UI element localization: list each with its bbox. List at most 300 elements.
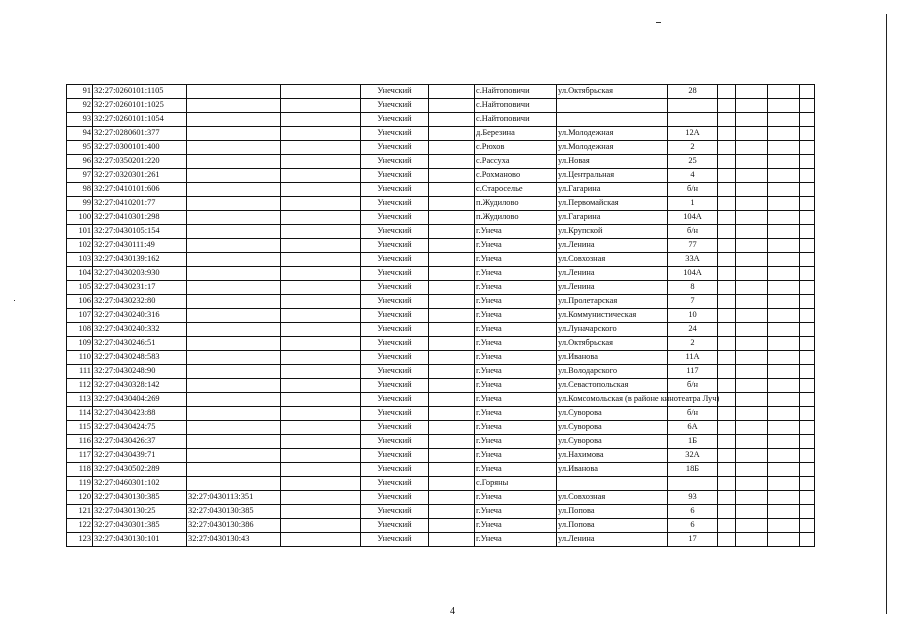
house-cell: 17	[668, 533, 718, 547]
district-cell: Унечский	[361, 533, 429, 547]
empty-cell	[768, 281, 800, 295]
house-cell	[668, 477, 718, 491]
cadastral-number: 32:27:0430426:37	[93, 435, 187, 449]
empty-cell	[736, 253, 768, 267]
empty-cell	[736, 477, 768, 491]
empty-cell	[800, 491, 815, 505]
house-cell: б/н	[668, 225, 718, 239]
empty-cell	[281, 183, 361, 197]
related-cadastral-number	[187, 351, 281, 365]
empty-cell	[718, 197, 736, 211]
empty-cell	[281, 211, 361, 225]
table-row	[67, 421, 815, 435]
locality-cell: г.Унеча	[475, 421, 557, 435]
district-cell: Унечский	[361, 337, 429, 351]
district-cell: Унечский	[361, 477, 429, 491]
district-cell: Унечский	[361, 407, 429, 421]
empty-cell	[768, 211, 800, 225]
empty-cell	[736, 463, 768, 477]
empty-cell	[718, 365, 736, 379]
locality-cell: с.Рохманово	[475, 169, 557, 183]
empty-cell	[800, 225, 815, 239]
district-cell: Унечский	[361, 127, 429, 141]
street-cell: ул.Суворова	[557, 421, 668, 435]
empty-cell	[281, 225, 361, 239]
empty-cell	[768, 253, 800, 267]
empty-cell	[281, 267, 361, 281]
empty-cell	[736, 155, 768, 169]
district-cell: Унечский	[361, 295, 429, 309]
empty-cell	[736, 113, 768, 127]
empty-cell	[800, 253, 815, 267]
house-cell: 25	[668, 155, 718, 169]
empty-cell	[736, 183, 768, 197]
empty-cell	[800, 421, 815, 435]
house-cell: 4	[668, 169, 718, 183]
empty-cell	[429, 407, 475, 421]
street-cell: ул.Пролетарская	[557, 295, 668, 309]
empty-cell	[768, 519, 800, 533]
empty-cell	[718, 379, 736, 393]
table-row	[67, 127, 815, 141]
empty-cell	[800, 533, 815, 547]
street-cell: ул.Новая	[557, 155, 668, 169]
empty-cell	[718, 505, 736, 519]
empty-cell	[800, 197, 815, 211]
cadastral-number: 32:27:0430203:930	[93, 267, 187, 281]
row-number: 116	[67, 435, 93, 449]
empty-cell	[768, 337, 800, 351]
empty-cell	[768, 323, 800, 337]
related-cadastral-number	[187, 463, 281, 477]
empty-cell	[768, 183, 800, 197]
registry-rows	[67, 85, 815, 547]
locality-cell: г.Унеча	[475, 323, 557, 337]
empty-cell	[281, 351, 361, 365]
table-row	[67, 141, 815, 155]
locality-cell: с.Рассуха	[475, 155, 557, 169]
table-row	[67, 239, 815, 253]
street-cell: ул.Гагарина	[557, 183, 668, 197]
empty-cell	[800, 435, 815, 449]
empty-cell	[736, 281, 768, 295]
empty-cell	[768, 393, 800, 407]
street-cell: ул.Иванова	[557, 351, 668, 365]
empty-cell	[800, 141, 815, 155]
empty-cell	[800, 183, 815, 197]
cadastral-number: 32:27:0300101:400	[93, 141, 187, 155]
scan-speck	[656, 22, 661, 23]
locality-cell: г.Унеча	[475, 449, 557, 463]
table-row	[67, 113, 815, 127]
street-cell: ул.Молодежная	[557, 127, 668, 141]
empty-cell	[718, 169, 736, 183]
locality-cell: г.Унеча	[475, 407, 557, 421]
empty-cell	[281, 393, 361, 407]
empty-cell	[429, 309, 475, 323]
district-cell: Унечский	[361, 225, 429, 239]
empty-cell	[800, 477, 815, 491]
cadastral-number: 32:27:0430130:101	[93, 533, 187, 547]
empty-cell	[736, 435, 768, 449]
empty-cell	[768, 491, 800, 505]
empty-cell	[281, 295, 361, 309]
empty-cell	[429, 141, 475, 155]
cadastral-number: 32:27:0430105:154	[93, 225, 187, 239]
empty-cell	[800, 337, 815, 351]
cadastral-number: 32:27:0430232:80	[93, 295, 187, 309]
empty-cell	[281, 85, 361, 99]
row-number: 95	[67, 141, 93, 155]
cadastral-number: 32:27:0430423:88	[93, 407, 187, 421]
district-cell: Унечский	[361, 491, 429, 505]
empty-cell	[718, 393, 736, 407]
empty-cell	[718, 155, 736, 169]
empty-cell	[281, 491, 361, 505]
related-cadastral-number	[187, 239, 281, 253]
related-cadastral-number	[187, 407, 281, 421]
empty-cell	[281, 197, 361, 211]
row-number: 123	[67, 533, 93, 547]
cadastral-number: 32:27:0430301:385	[93, 519, 187, 533]
cadastral-number: 32:27:0430328:142	[93, 379, 187, 393]
row-number: 114	[67, 407, 93, 421]
row-number: 100	[67, 211, 93, 225]
empty-cell	[281, 239, 361, 253]
street-cell: ул.Совхозная	[557, 491, 668, 505]
house-cell: 6А	[668, 421, 718, 435]
empty-cell	[800, 281, 815, 295]
empty-cell	[800, 379, 815, 393]
empty-cell	[736, 169, 768, 183]
street-cell: ул.Луначарского	[557, 323, 668, 337]
house-cell: 33А	[668, 253, 718, 267]
related-cadastral-number	[187, 295, 281, 309]
house-cell: 104А	[668, 211, 718, 225]
empty-cell	[281, 533, 361, 547]
empty-cell	[429, 337, 475, 351]
empty-cell	[736, 99, 768, 113]
row-number: 93	[67, 113, 93, 127]
cadastral-number: 32:27:0430231:17	[93, 281, 187, 295]
related-cadastral-number	[187, 253, 281, 267]
empty-cell	[429, 281, 475, 295]
cadastral-number: 32:27:0430439:71	[93, 449, 187, 463]
house-cell: 6	[668, 519, 718, 533]
empty-cell	[768, 505, 800, 519]
street-cell: ул.Комсомольская (в районе кинотеатра Луч)	[557, 393, 668, 407]
empty-cell	[718, 407, 736, 421]
empty-cell	[429, 379, 475, 393]
row-number: 115	[67, 421, 93, 435]
locality-cell: г.Унеча	[475, 491, 557, 505]
district-cell: Унечский	[361, 365, 429, 379]
empty-cell	[768, 85, 800, 99]
empty-cell	[736, 197, 768, 211]
related-cadastral-number	[187, 309, 281, 323]
empty-cell	[718, 491, 736, 505]
empty-cell	[718, 239, 736, 253]
empty-cell	[768, 309, 800, 323]
table-row	[67, 449, 815, 463]
empty-cell	[281, 519, 361, 533]
row-number: 118	[67, 463, 93, 477]
empty-cell	[718, 323, 736, 337]
row-number: 99	[67, 197, 93, 211]
empty-cell	[281, 365, 361, 379]
empty-cell	[800, 295, 815, 309]
related-cadastral-number: 32:27:0430130:43	[187, 533, 281, 547]
house-cell: б/н	[668, 407, 718, 421]
empty-cell	[800, 323, 815, 337]
house-cell: 24	[668, 323, 718, 337]
empty-cell	[429, 155, 475, 169]
empty-cell	[736, 365, 768, 379]
empty-cell	[281, 463, 361, 477]
street-cell: ул.Октябрьская	[557, 337, 668, 351]
table-row	[67, 281, 815, 295]
house-cell: 11А	[668, 351, 718, 365]
street-cell: ул.Крупской	[557, 225, 668, 239]
street-cell: ул.Севастопольская	[557, 379, 668, 393]
empty-cell	[281, 421, 361, 435]
street-cell: ул.Попова	[557, 505, 668, 519]
house-cell: б/н	[668, 183, 718, 197]
empty-cell	[718, 127, 736, 141]
district-cell: Унечский	[361, 253, 429, 267]
locality-cell: с.Найтоповичи	[475, 85, 557, 99]
district-cell: Унечский	[361, 463, 429, 477]
cadastral-number: 32:27:0460301:102	[93, 477, 187, 491]
related-cadastral-number	[187, 211, 281, 225]
locality-cell: г.Унеча	[475, 239, 557, 253]
table-row	[67, 85, 815, 99]
row-number: 101	[67, 225, 93, 239]
table-row	[67, 491, 815, 505]
row-number: 113	[67, 393, 93, 407]
district-cell: Унечский	[361, 141, 429, 155]
street-cell: ул.Суворова	[557, 435, 668, 449]
empty-cell	[718, 351, 736, 365]
empty-cell	[768, 113, 800, 127]
empty-cell	[281, 99, 361, 113]
empty-cell	[429, 435, 475, 449]
empty-cell	[768, 351, 800, 365]
cadastral-number: 32:27:0410201:77	[93, 197, 187, 211]
table-row	[67, 267, 815, 281]
empty-cell	[718, 267, 736, 281]
scan-speck	[14, 300, 15, 301]
empty-cell	[736, 337, 768, 351]
row-number: 117	[67, 449, 93, 463]
empty-cell	[768, 169, 800, 183]
empty-cell	[429, 267, 475, 281]
empty-cell	[736, 505, 768, 519]
empty-cell	[429, 253, 475, 267]
empty-cell	[429, 197, 475, 211]
related-cadastral-number	[187, 393, 281, 407]
table-row	[67, 407, 815, 421]
empty-cell	[429, 113, 475, 127]
locality-cell: г.Унеча	[475, 505, 557, 519]
related-cadastral-number	[187, 141, 281, 155]
district-cell: Унечский	[361, 281, 429, 295]
empty-cell	[736, 533, 768, 547]
district-cell: Унечский	[361, 309, 429, 323]
district-cell: Унечский	[361, 197, 429, 211]
empty-cell	[281, 309, 361, 323]
empty-cell	[768, 141, 800, 155]
street-cell: ул.Октябрьская	[557, 85, 668, 99]
row-number: 111	[67, 365, 93, 379]
district-cell: Унечский	[361, 113, 429, 127]
empty-cell	[768, 99, 800, 113]
empty-cell	[800, 169, 815, 183]
empty-cell	[281, 155, 361, 169]
table-row	[67, 323, 815, 337]
cadastral-number: 32:27:0430248:90	[93, 365, 187, 379]
table-row	[67, 309, 815, 323]
cadastral-number: 32:27:0430248:583	[93, 351, 187, 365]
street-cell: ул.Володарского	[557, 365, 668, 379]
empty-cell	[768, 407, 800, 421]
related-cadastral-number	[187, 337, 281, 351]
empty-cell	[718, 477, 736, 491]
empty-cell	[718, 113, 736, 127]
district-cell: Унечский	[361, 449, 429, 463]
related-cadastral-number	[187, 435, 281, 449]
house-cell	[668, 113, 718, 127]
cadastral-number: 32:27:0280601:377	[93, 127, 187, 141]
table-row	[67, 253, 815, 267]
empty-cell	[281, 337, 361, 351]
empty-cell	[800, 407, 815, 421]
district-cell: Унечский	[361, 421, 429, 435]
empty-cell	[768, 127, 800, 141]
locality-cell: г.Унеча	[475, 253, 557, 267]
house-cell: 2	[668, 337, 718, 351]
empty-cell	[429, 99, 475, 113]
empty-cell	[768, 477, 800, 491]
empty-cell	[718, 85, 736, 99]
street-cell: ул.Ленина	[557, 281, 668, 295]
table-row	[67, 169, 815, 183]
empty-cell	[768, 295, 800, 309]
cadastral-number: 32:27:0430130:25	[93, 505, 187, 519]
row-number: 121	[67, 505, 93, 519]
empty-cell	[768, 155, 800, 169]
house-cell: 93	[668, 491, 718, 505]
locality-cell: г.Унеча	[475, 295, 557, 309]
street-cell: ул.Иванова	[557, 463, 668, 477]
cadastral-number: 32:27:0260101:1105	[93, 85, 187, 99]
row-number: 108	[67, 323, 93, 337]
locality-cell: г.Унеча	[475, 267, 557, 281]
street-cell: ул.Гагарина	[557, 211, 668, 225]
empty-cell	[736, 323, 768, 337]
table-row	[67, 519, 815, 533]
empty-cell	[768, 267, 800, 281]
district-cell: Унечский	[361, 85, 429, 99]
empty-cell	[736, 239, 768, 253]
related-cadastral-number	[187, 267, 281, 281]
empty-cell	[768, 463, 800, 477]
locality-cell: п.Жудилово	[475, 197, 557, 211]
street-cell	[557, 113, 668, 127]
empty-cell	[718, 435, 736, 449]
empty-cell	[736, 519, 768, 533]
page-number: 4	[450, 606, 455, 617]
related-cadastral-number	[187, 85, 281, 99]
cadastral-number: 32:27:0260101:1025	[93, 99, 187, 113]
empty-cell	[281, 435, 361, 449]
row-number: 120	[67, 491, 93, 505]
empty-cell	[800, 505, 815, 519]
locality-cell: с.Рюхов	[475, 141, 557, 155]
street-cell: ул.Первомайская	[557, 197, 668, 211]
locality-cell: г.Унеча	[475, 351, 557, 365]
street-cell: ул.Нахимова	[557, 449, 668, 463]
house-cell: 104А	[668, 267, 718, 281]
house-cell: б/н	[668, 379, 718, 393]
related-cadastral-number	[187, 183, 281, 197]
locality-cell: г.Унеча	[475, 225, 557, 239]
locality-cell: с.Найтоповичи	[475, 113, 557, 127]
cadastral-number: 32:27:0350201:220	[93, 155, 187, 169]
empty-cell	[429, 519, 475, 533]
empty-cell	[281, 379, 361, 393]
cadastral-number: 32:27:0430404:269	[93, 393, 187, 407]
empty-cell	[718, 253, 736, 267]
empty-cell	[800, 519, 815, 533]
house-cell: 6	[668, 505, 718, 519]
empty-cell	[429, 393, 475, 407]
empty-cell	[429, 421, 475, 435]
related-cadastral-number	[187, 323, 281, 337]
related-cadastral-number	[187, 169, 281, 183]
street-cell: ул.Ленина	[557, 267, 668, 281]
empty-cell	[736, 351, 768, 365]
scan-edge-line	[886, 14, 887, 614]
house-cell: 32А	[668, 449, 718, 463]
street-cell: ул.Попова	[557, 519, 668, 533]
empty-cell	[768, 239, 800, 253]
empty-cell	[281, 505, 361, 519]
empty-cell	[429, 295, 475, 309]
table-row	[67, 379, 815, 393]
empty-cell	[800, 211, 815, 225]
row-number: 105	[67, 281, 93, 295]
empty-cell	[736, 407, 768, 421]
empty-cell	[429, 169, 475, 183]
empty-cell	[768, 533, 800, 547]
empty-cell	[281, 323, 361, 337]
district-cell: Унечский	[361, 351, 429, 365]
house-cell: 12А	[668, 127, 718, 141]
cadastral-number: 32:27:0260101:1054	[93, 113, 187, 127]
house-cell: 18Б	[668, 463, 718, 477]
row-number: 107	[67, 309, 93, 323]
empty-cell	[800, 99, 815, 113]
locality-cell: д.Березина	[475, 127, 557, 141]
cadastral-number: 32:27:0430111:49	[93, 239, 187, 253]
locality-cell: г.Унеча	[475, 463, 557, 477]
empty-cell	[768, 197, 800, 211]
empty-cell	[429, 239, 475, 253]
empty-cell	[429, 323, 475, 337]
house-cell: 77	[668, 239, 718, 253]
street-cell: ул.Коммунистическая	[557, 309, 668, 323]
